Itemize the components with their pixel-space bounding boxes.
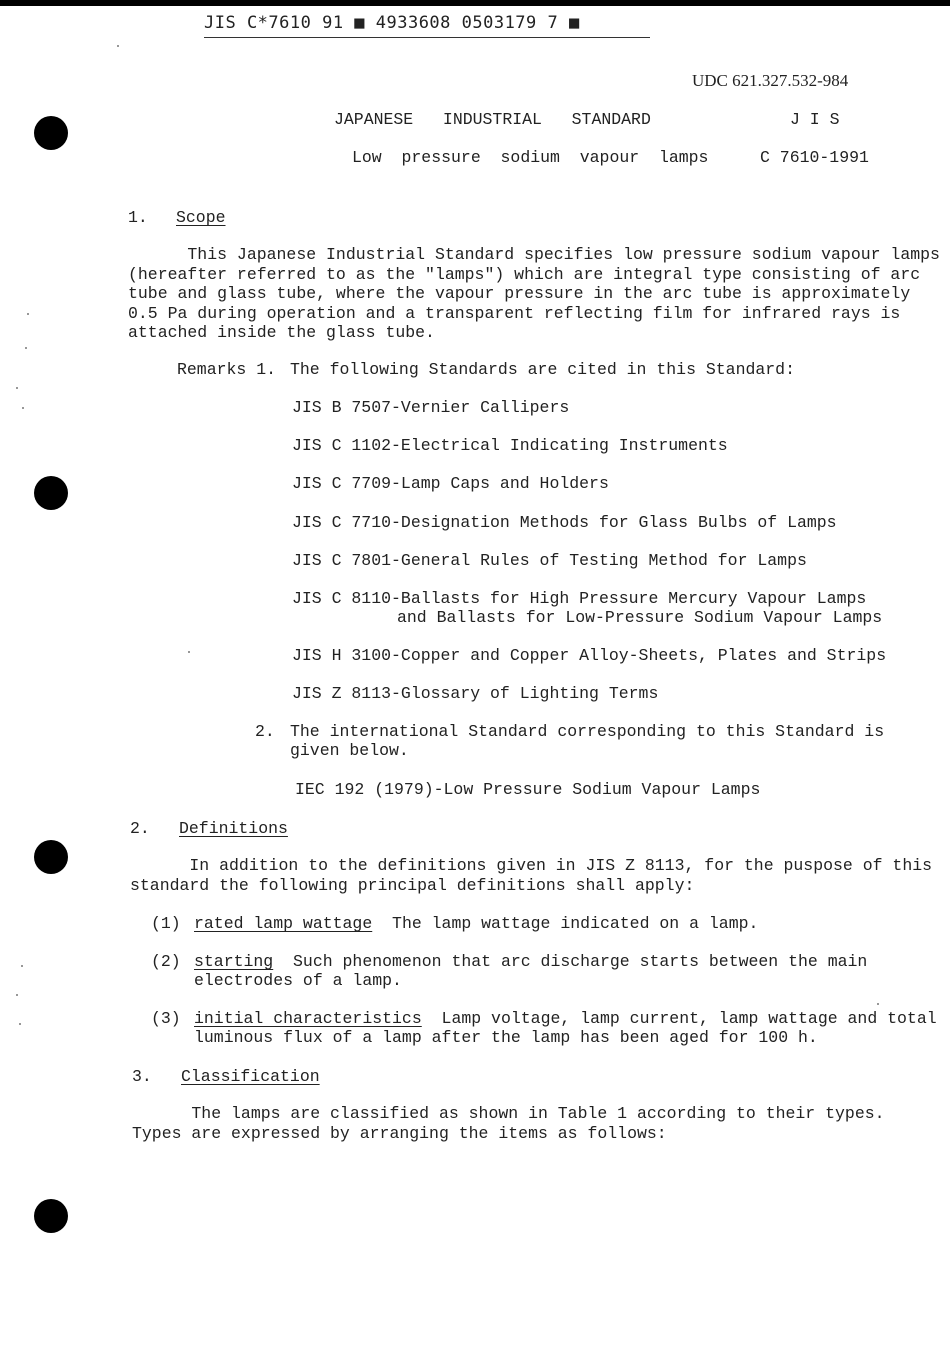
paragraph-line: Types are expressed by arranging the items as follows: — [132, 1123, 667, 1143]
remarks-2-text: The international Standard corresponding to this Standard is — [290, 722, 885, 741]
cited-standard: JIS C 7801-General Rules of Testing Method for Lamps — [292, 551, 807, 570]
definition-term: rated lamp wattage — [194, 914, 373, 933]
definition-text-continued: electrodes of a lamp. — [194, 971, 402, 990]
definition-number: (2) — [151, 952, 181, 971]
remarks-1-text: The following Standards are cited in this Standard: — [290, 360, 795, 379]
paragraph-line: This Japanese Industrial Standard specifies low pressure sodium vapour lamps — [128, 245, 940, 264]
scan-speck — [25, 347, 27, 349]
cited-standard: JIS C 1102-Electrical Indicating Instruments — [292, 436, 728, 455]
definition-item — [194, 1009, 937, 1029]
definition-number: (3) — [151, 1009, 181, 1028]
definition-text: Such phenomenon that arc discharge starts between the main — [273, 952, 868, 971]
definition-item — [194, 952, 867, 972]
definition-term: starting — [194, 952, 274, 971]
udc-number: UDC 621.327.532-984 — [692, 71, 849, 90]
iec-reference: IEC 192 (1979)-Low Pressure Sodium Vapour Lamps — [295, 780, 761, 799]
paragraph-line: 0.5 Pa during operation and a transparent reflecting film for infrared rays is — [128, 303, 901, 323]
definitions-paragraph — [130, 856, 932, 895]
cited-standard: JIS C 7709-Lamp Caps and Holders — [292, 474, 609, 493]
scan-speck — [22, 407, 24, 409]
section-title-definitions: Definitions — [179, 819, 288, 838]
paragraph-line: standard the following principal definitions shall apply: — [130, 875, 695, 895]
punch-hole — [34, 1199, 68, 1233]
punch-hole — [34, 476, 68, 510]
scan-speck — [19, 1023, 21, 1025]
header-code: JIS C*7610 91 ■ 4933608 0503179 7 ■ — [204, 14, 650, 38]
cited-standard-continued: and Ballasts for Low-Pressure Sodium Vapour Lamps — [397, 608, 883, 627]
scope-paragraph — [128, 245, 940, 343]
section-number: 1. — [128, 208, 148, 227]
definition-text: The lamp wattage indicated on a lamp. — [372, 914, 759, 933]
cited-standard: JIS C 8110-Ballasts for High Pressure Mercury Vapour Lamps — [292, 589, 867, 608]
section-title-scope: Scope — [176, 208, 226, 227]
scan-speck — [117, 45, 119, 47]
definition-item — [194, 914, 758, 934]
document-number: C 7610-1991 — [760, 148, 869, 167]
paragraph-line: attached inside the glass tube. — [128, 323, 435, 342]
definition-number: (1) — [151, 914, 181, 933]
scan-speck — [16, 387, 18, 389]
cited-standard: JIS H 3100-Copper and Copper Alloy-Sheets, Plates and Strips — [292, 646, 887, 665]
definition-text: Lamp voltage, lamp current, lamp wattage and total — [421, 1009, 937, 1028]
definition-text-continued: luminous flux of a lamp after the lamp has been aged for 100 h. — [194, 1028, 818, 1047]
cited-standard: JIS C 7710-Designation Methods for Glass Bulbs of Lamps — [292, 513, 837, 532]
paragraph-line: The lamps are classified as shown in Table 1 according to their types. — [132, 1104, 885, 1123]
scan-speck — [21, 965, 23, 967]
scan-speck — [16, 994, 18, 996]
jis-label: J I S — [790, 110, 840, 129]
punch-hole — [34, 116, 68, 150]
section-title-classification: Classification — [181, 1067, 320, 1086]
scan-speck — [188, 651, 190, 653]
cited-standard: JIS Z 8113-Glossary of Lighting Terms — [292, 684, 659, 703]
paragraph-line: tube and glass tube, where the vapour pressure in the arc tube is approximately — [128, 284, 911, 303]
punch-hole — [34, 840, 68, 874]
remarks-label: Remarks 1. — [177, 360, 277, 379]
scan-speck — [877, 1003, 879, 1005]
classification-paragraph — [132, 1104, 885, 1143]
definition-term: initial characteristics — [194, 1009, 422, 1028]
standard-title: JAPANESE INDUSTRIAL STANDARD — [334, 110, 651, 129]
remarks-2-text: given below. — [290, 741, 409, 760]
section-number: 3. — [132, 1067, 152, 1086]
paragraph-line: In addition to the definitions given in JIS Z 8113, for the puspose of this — [130, 856, 933, 875]
document-title: Low pressure sodium vapour lamps — [352, 148, 709, 167]
scan-speck — [27, 313, 29, 315]
scan-top-edge — [0, 0, 950, 6]
remarks-2-number: 2. — [255, 722, 275, 741]
paragraph-line: (hereafter referred to as the "lamps") which are integral type consisting of arc — [128, 264, 921, 284]
cited-standard: JIS B 7507-Vernier Callipers — [292, 398, 570, 417]
section-number: 2. — [130, 819, 150, 838]
